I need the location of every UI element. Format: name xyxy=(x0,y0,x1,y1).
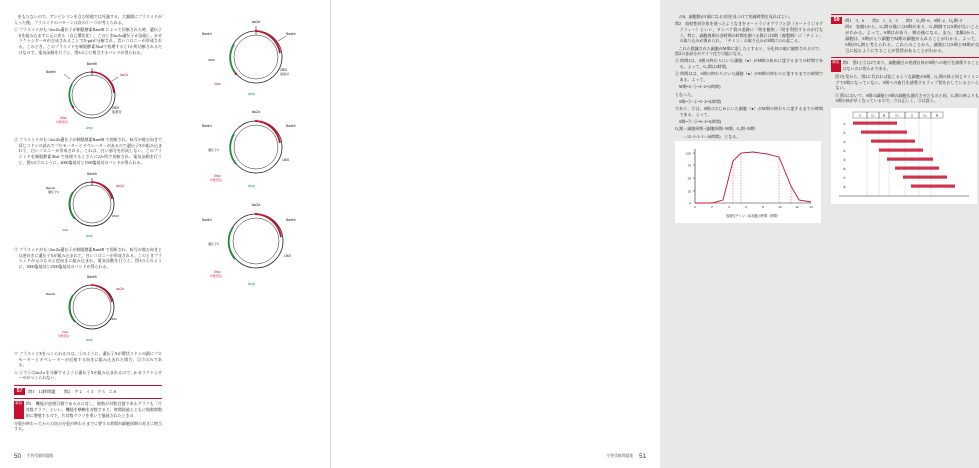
svg-text:14: 14 xyxy=(809,205,813,210)
svg-text:①: ① xyxy=(843,121,846,126)
svg-text:2500: 2500 xyxy=(112,105,120,110)
svg-text:②: ② xyxy=(843,130,846,135)
explanation-tag: 解説 xyxy=(14,401,24,418)
paragraph: のй、細胞数が1個になる2回を見つけて培養時間を見ればよい。 xyxy=(678,14,793,19)
svg-text:③: ③ xyxy=(843,139,846,144)
paragraph: ③ 図1において、S期の細胞とS期の細胞も融合させたものと同、G₁期の核よりもS期の核が早くなっているので、③は正しく、③は誤り。 xyxy=(831,92,979,104)
left-page xyxy=(0,0,330,468)
svg-text:lacZα: lacZα xyxy=(251,110,261,114)
svg-text:塩基対: 塩基対 xyxy=(112,109,122,114)
page-number-left: 50 xyxy=(14,453,21,460)
svg-text:Amp: Amp xyxy=(86,233,93,238)
labeled-mitosis-chart xyxy=(675,141,823,225)
svg-text:M: M xyxy=(882,113,886,118)
svg-text:切断部位: 切断部位 xyxy=(210,274,223,278)
svg-text:塩基対: 塩基対 xyxy=(280,72,290,76)
svg-text:XbaⅠ: XbaⅠ xyxy=(214,82,221,86)
svg-text:切断部位: 切断部位 xyxy=(210,178,223,182)
svg-text:12: 12 xyxy=(795,205,799,210)
svg-text:lacZα: lacZα xyxy=(116,183,124,188)
right-column-1 xyxy=(675,14,823,227)
svg-text:BamHⅠ: BamHⅠ xyxy=(46,69,56,74)
plasmid-figure-2 xyxy=(42,167,134,245)
svg-text:Amp: Amp xyxy=(86,338,93,343)
svg-text:lacZα: lacZα xyxy=(116,287,124,292)
svg-text:BamHⅠ: BamHⅠ xyxy=(202,218,212,222)
svg-text:1500: 1500 xyxy=(110,317,117,322)
plasmid-figure-6 xyxy=(198,195,296,291)
paragraph: これら標識された細胞がM期に達したとすると、分化体の暗に観察されるので、図2の各部分がグラフ化で可能になる。 xyxy=(675,45,823,57)
plasmid-figure-1 xyxy=(42,57,134,135)
svg-text:⑦: ⑦ xyxy=(843,175,846,180)
svg-text:切断部位: 切断部位 xyxy=(58,334,70,339)
paragraph: 問1 図1と②は2であり、細胞融合の処理自体がS期への進行を誘導することはないのに明らかである。 xyxy=(842,60,979,72)
svg-text:XbaⅠ: XbaⅠ xyxy=(62,330,69,335)
paragraph: であり、③は、S期のはじめにいた細胞（●）がM期の終わりに達するまでの時間である。よって、 xyxy=(675,106,823,117)
svg-text:BamHⅠ: BamHⅠ xyxy=(46,292,56,297)
right-page xyxy=(330,0,979,468)
plasmid-figure-3 xyxy=(42,271,134,349)
paragraph: 分裂が終わってからの次の分裂が終わるまでに要する時間が細胞周期の長さに相当する。 xyxy=(14,420,162,432)
paragraph: エ ①で①はlacZα を分解するように遺伝子Xが組み込まれるので、β-ガラクトシダーゼがつくられない。 xyxy=(14,369,162,381)
svg-text:2500: 2500 xyxy=(280,68,288,72)
running-head-right: 生物受験問題集 xyxy=(606,454,633,458)
svg-text:1500: 1500 xyxy=(284,254,292,258)
svg-text:BamHⅠ: BamHⅠ xyxy=(202,124,212,128)
paragraph: ＝12−3−2−1＝6(時間) となる。 xyxy=(675,133,741,139)
svg-text:BamHⅠ: BamHⅠ xyxy=(286,218,296,222)
answer-line-2: 問4 実験1から、G₁期の後にはS期があり、G₁期側ではS期がないことがわかる。よって、S期はがあり、期の後になる。また、実験2から、細胞は、S期が入り細胞でM期の細胞が入れることがわかる。よって、S期がG₂期と考えられる。これらのことから、細胞にはS期とM期が交互に起るようにすることが役得があることがわかる。 xyxy=(845,24,979,54)
svg-text:BamHⅠ: BamHⅠ xyxy=(46,185,56,190)
paragraph: ② プラスミドがもつlacZα遺伝子が制限酵素BamHⅠ で切断され、転写が進む向きで同じコドンの読みでプロモーターとオペレーターがあるので遺伝子Xが組み込まれて、白いコロニーが形成される。これは、白い部分を形成しない。このプラスミドを制限酵素XbaⅠ で処理するとさらに2か所で切断され、電気泳動を行うと、図3の③のように、4000塩基対と1500塩基対のバンドが得られる。 xyxy=(14,136,162,165)
svg-text:⑥: ⑥ xyxy=(843,166,846,171)
svg-text:G₂: G₂ xyxy=(871,113,875,118)
svg-text:S: S xyxy=(910,113,914,118)
svg-text:BamHⅠ: BamHⅠ xyxy=(87,171,97,176)
svg-text:G₁: G₁ xyxy=(895,113,899,118)
paragraph: ③ プラスミドがもつlacZα遺伝子が制限酵素BamHⅠ で切断され、転写が進む向きとは逆向きに遺伝子Xが組み込まれて、白いコロニーが形成される。このときプラスミドが元のものと逆向きに組み込まれ、電気泳動を行うと、図3の②のように、3000塩基対と2500塩基対のバンドが得られる。 xyxy=(14,246,162,269)
svg-text:G₂: G₂ xyxy=(923,113,927,118)
svg-text:BamHⅠ: BamHⅠ xyxy=(87,275,97,280)
left-column-1 xyxy=(14,14,162,433)
explanation-57 xyxy=(14,401,162,418)
svg-text:6: 6 xyxy=(745,205,747,210)
question-number-badge: 58 xyxy=(831,17,842,24)
cell-cycle-phase-chart xyxy=(831,108,979,206)
svg-text:75: 75 xyxy=(687,163,691,168)
svg-text:切断部位: 切断部位 xyxy=(56,119,69,124)
paragraph: S期=③−①=5−2=3(時間) xyxy=(675,98,722,104)
svg-text:3000: 3000 xyxy=(208,58,215,62)
svg-text:遺伝子X: 遺伝子X xyxy=(208,148,220,152)
svg-text:S: S xyxy=(858,113,862,118)
svg-text:lacZα: lacZα xyxy=(251,20,261,24)
question-number-badge: 57 xyxy=(14,388,25,395)
explanation-tag: 解説 xyxy=(831,60,841,72)
paragraph: ウ プラスミドXをつくられるのは、①のように、遺伝子Xが環状コドンの鎖にプロモーターとオペレーターが近接する向きに組み込まれた場合、②③のみである。 xyxy=(14,351,162,368)
svg-text:BamHⅠ: BamHⅠ xyxy=(86,61,98,66)
svg-text:④: ④ xyxy=(843,148,846,153)
svg-text:Amp: Amp xyxy=(248,92,255,96)
svg-text:Amp: Amp xyxy=(86,125,93,130)
svg-text:Amp: Amp xyxy=(248,282,255,286)
svg-text:8: 8 xyxy=(762,205,764,210)
svg-text:Amp: Amp xyxy=(248,184,255,188)
answer-text: 問1 12移問題 問2 ア 2 イ 3 ウ 3 エ 6 xyxy=(28,389,117,395)
svg-text:XbaⅠ: XbaⅠ xyxy=(214,174,221,178)
svg-text:XbaⅠ: XbaⅠ xyxy=(60,115,67,120)
svg-text:25: 25 xyxy=(687,189,691,194)
svg-text:2: 2 xyxy=(711,205,713,210)
plasmid-figure-4 xyxy=(198,15,296,101)
svg-text:10: 10 xyxy=(778,205,782,210)
running-head-left: 生物受験問題集 xyxy=(27,454,54,458)
svg-text:遺伝子X: 遺伝子X xyxy=(208,242,220,246)
paragraph: 図1を受から、図2に代われば起こるような細胞がS期、G₁期の体と同じタイミングでS期になっていない、S期への進行を誘導するラップ質をおしているといえない。 xyxy=(831,73,979,91)
paragraph: M期=2−①=3−2=1(時間) xyxy=(675,84,721,90)
svg-text:50: 50 xyxy=(687,176,691,181)
paragraph: ① プラスミドがもつlacZα遺伝子が制限酵素BamHⅠ によって切断された時、遺伝子Xを組み込まずに元に戻る（自己環状化）。このときlacZα遺伝子が発現し、β-ガラクトシダーゼが合成されることでX-galが分解され、青いコロニーが形成される。このとき、このプラスミドを制限酵素XbaⅠで処理すると1か所切断されるだけなので、電気泳動を行うと、図3の①に相当するバンドが得られる。 xyxy=(14,26,162,55)
plasmid-figure-5 xyxy=(198,103,296,193)
paragraph: となった。 xyxy=(675,91,695,97)
svg-text:遺伝子X: 遺伝子X xyxy=(48,189,60,194)
paragraph: ② 時間2は、S期の終わりにいた細胞（●）がM期の初めに達するまでの時間である。よって、G₂期は2時間。 xyxy=(675,58,823,70)
svg-text:⑤: ⑤ xyxy=(843,157,846,162)
svg-text:4: 4 xyxy=(728,205,730,210)
right-column-2 xyxy=(831,14,979,208)
svg-text:BamHⅠ: BamHⅠ xyxy=(202,32,212,36)
svg-text:XbaⅠ: XbaⅠ xyxy=(62,227,69,232)
paragraph: G₁期＝細胞周期−(細胞周期−M期、G₂期−M期 xyxy=(675,126,755,132)
answer-block-58 xyxy=(831,14,979,58)
paragraph: 問2 放射性同位体を使ったようなきをオートラジオグラフと法（オートラジオグラフィー）といい、タンパク質の追跡に「明を観察」「明を利用するのが行なう。特に、細胞周期の各時期の時間を調べる際にはS期（複製期）に「チミ ン」の取り込みが進められ、「チミン」の取り込みがS期にのみ起こる。 xyxy=(675,21,823,44)
left-column-2 xyxy=(170,14,318,293)
paragraph: ② 時間12は、S期の終わりにいた細胞（●）がM期の終わりに達するまでの時間である。よって、 xyxy=(675,71,823,83)
svg-text:lacZα: lacZα xyxy=(120,72,128,77)
svg-text:0: 0 xyxy=(694,205,696,210)
svg-text:XbaⅠ: XbaⅠ xyxy=(214,270,221,274)
svg-text:BamHⅠ: BamHⅠ xyxy=(286,32,296,36)
svg-text:1500: 1500 xyxy=(282,158,290,162)
svg-text:0: 0 xyxy=(689,201,691,206)
page-number-right: 51 xyxy=(639,453,646,460)
svg-text:BamHⅠ: BamHⅠ xyxy=(286,124,296,128)
explanation-58 xyxy=(831,60,979,72)
paragraph: S期=③−②=6−3=3(時間) xyxy=(675,119,722,125)
paragraph: 問1 機能が逆措目標であるのに対し、複数が対数目盛であるグラフも「片対数グラフ」といい、機能を横軸を対数すると、時間経過とともに指数関数的に増殖するので、片対数グラフを用いて描画されたときの xyxy=(25,401,162,418)
answer-line-1: 問1 3、6 問2 1、2、3 問3 G₁期−6、S期−2、G₂期−3 xyxy=(845,17,962,23)
chart-xlabel: 放射性チミジン添加後の時間（時間） xyxy=(725,214,781,219)
answer-block-57 xyxy=(14,385,162,398)
svg-text:⑧: ⑧ xyxy=(843,184,846,189)
svg-text:lacZα: lacZα xyxy=(251,203,261,207)
svg-text:100: 100 xyxy=(685,151,691,156)
svg-text:1500: 1500 xyxy=(112,213,119,218)
svg-text:M: M xyxy=(935,113,939,118)
paragraph: をもたないので、アンピシリンを含む培地では死滅する。大腸菌にプラスミドが入った後、プラスミドのパターンは次の①〜③が考えられる。 xyxy=(14,14,162,25)
